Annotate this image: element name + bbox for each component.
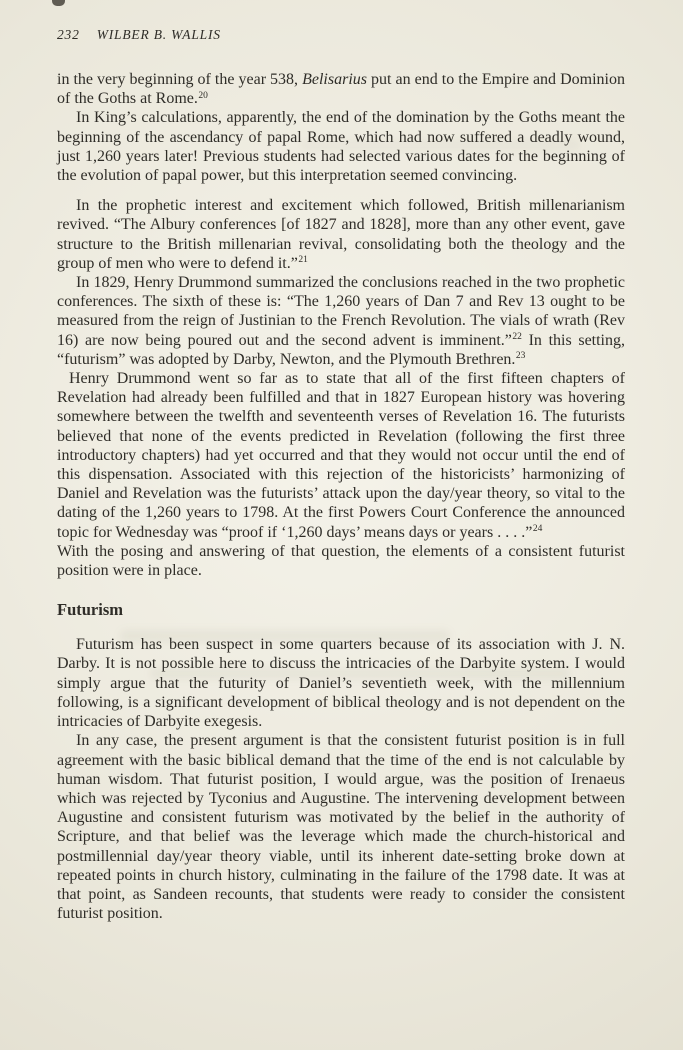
footnote-ref-23: 23 — [515, 351, 526, 362]
article-body — [57, 70, 625, 923]
paragraph-futurism-suspect — [57, 635, 625, 731]
footnote-ref-24: 24 — [532, 524, 543, 535]
paragraph-posing-answering — [57, 542, 625, 580]
section-heading-futurism: Futurism — [57, 600, 123, 620]
body-text: In 1829, Henry Drummond summarized the conclusions reached in the two prophetic conferences. The sixth of these is: “The 1,260 years of Dan 7 and Rev 13 ought to be measured from the reign of Justinian to the French Revolution. The vials of wrath (Rev 16) are now being poured out and the second advent is imminent.” — [57, 274, 625, 349]
quote-text: in the very beginning of the year 538, — [57, 71, 303, 88]
block-quote-2 — [57, 369, 625, 542]
footnote-ref-21: 21 — [298, 255, 308, 266]
paragraph-in-any-case — [57, 731, 625, 923]
block-quote-1 — [57, 70, 625, 108]
body-text: With the posing and answering of that question, the elements of a consistent futurist position were in place. — [57, 542, 625, 580]
paragraph-kings-calculations — [57, 108, 625, 185]
page-header — [57, 27, 221, 43]
footnote-ref-22: 22 — [512, 332, 522, 343]
body-text: In this setting, “futurism” was adopted by Darby, Newton, and the Plymouth Brethren. — [57, 331, 626, 368]
quote-text: put an end to the Empire and Dominion of the Goths at Rome. — [57, 71, 625, 108]
footnote-ref-20: 20 — [198, 90, 208, 101]
body-text: In any case, the present argument is that the consistent futurist position is in full agreement with the basic biblical demand that the time of the end is not calculable by human wisdom. That futurist position, I would argue, was the position of Irenaeus which was rejected by Tyconius and Augustine. The intervening development between Augustine and consistent futurism was motivated by the belief in the authority of Scripture, and that belief was the leverage which made the church-historical and postmillennial day/year theory viable, until its inherent date-setting broke down at repeated points in church history, culminating in the failure of the 1798 date. It was at that point, as Sandeen recounts, that students were ready to consider the consistent futurist position. — [57, 732, 625, 923]
running-head-author: WILBER B. WALLIS — [96, 27, 221, 42]
page-number: 232 — [57, 27, 80, 42]
paragraph-prophetic-interest — [57, 196, 625, 273]
body-text: In the prophetic interest and excitement which followed, British millenarianism revived. “The Albury conferences [of 1827 and 1828], more than any other event, gave structure to the British millenarian revival, consolidating both the theology and the group of men who were to defend it.” — [57, 197, 625, 272]
body-text: In King’s calculations, apparently, the end of the domination by the Goths meant the beginning of the ascendancy of papal Rome, which had now suffered a deadly wound, just 1,260 years later! Previous students had selected various dates for the beginning of the evolution of papal power, but this interpretation seemed convincing. — [57, 109, 625, 185]
italic-term: Belisarius — [302, 71, 367, 88]
paragraph-drummond-1829 — [57, 273, 625, 369]
quote-text: Henry Drummond went so far as to state that all of the first fifteen chapters of Revelation had already been fulfilled and that in 1827 European history was hovering somewhere between the twelfth and seventeenth verses of Revelation 16. The futurists believed that none of the events predicted in Revelation (following the first three introductory chapters) had yet occurred and that they would not occur until the end of this dispensation. Associated with this rejection of the historicists’ harmonizing of Daniel and Revelation was the futurists’ attack upon the day/year theory, so vital to the dating of the 1,260 years to 1798. At the first Powers Court Conference the announced topic for Wednesday was “proof if ‘1,260 days’ means days or years . . . .” — [57, 370, 625, 541]
scan-artifact — [52, 0, 65, 6]
body-text: Futurism has been suspect in some quarters because of its association with J. N. Darby. It is not possible here to discuss the intricacies of the Darbyite system. I would simply argue that the futurity of Daniel’s seventieth week, with the millennium following, is a significant development of biblical theology and is not dependent on the intricacies of Darbyite exegesis. — [57, 636, 625, 731]
